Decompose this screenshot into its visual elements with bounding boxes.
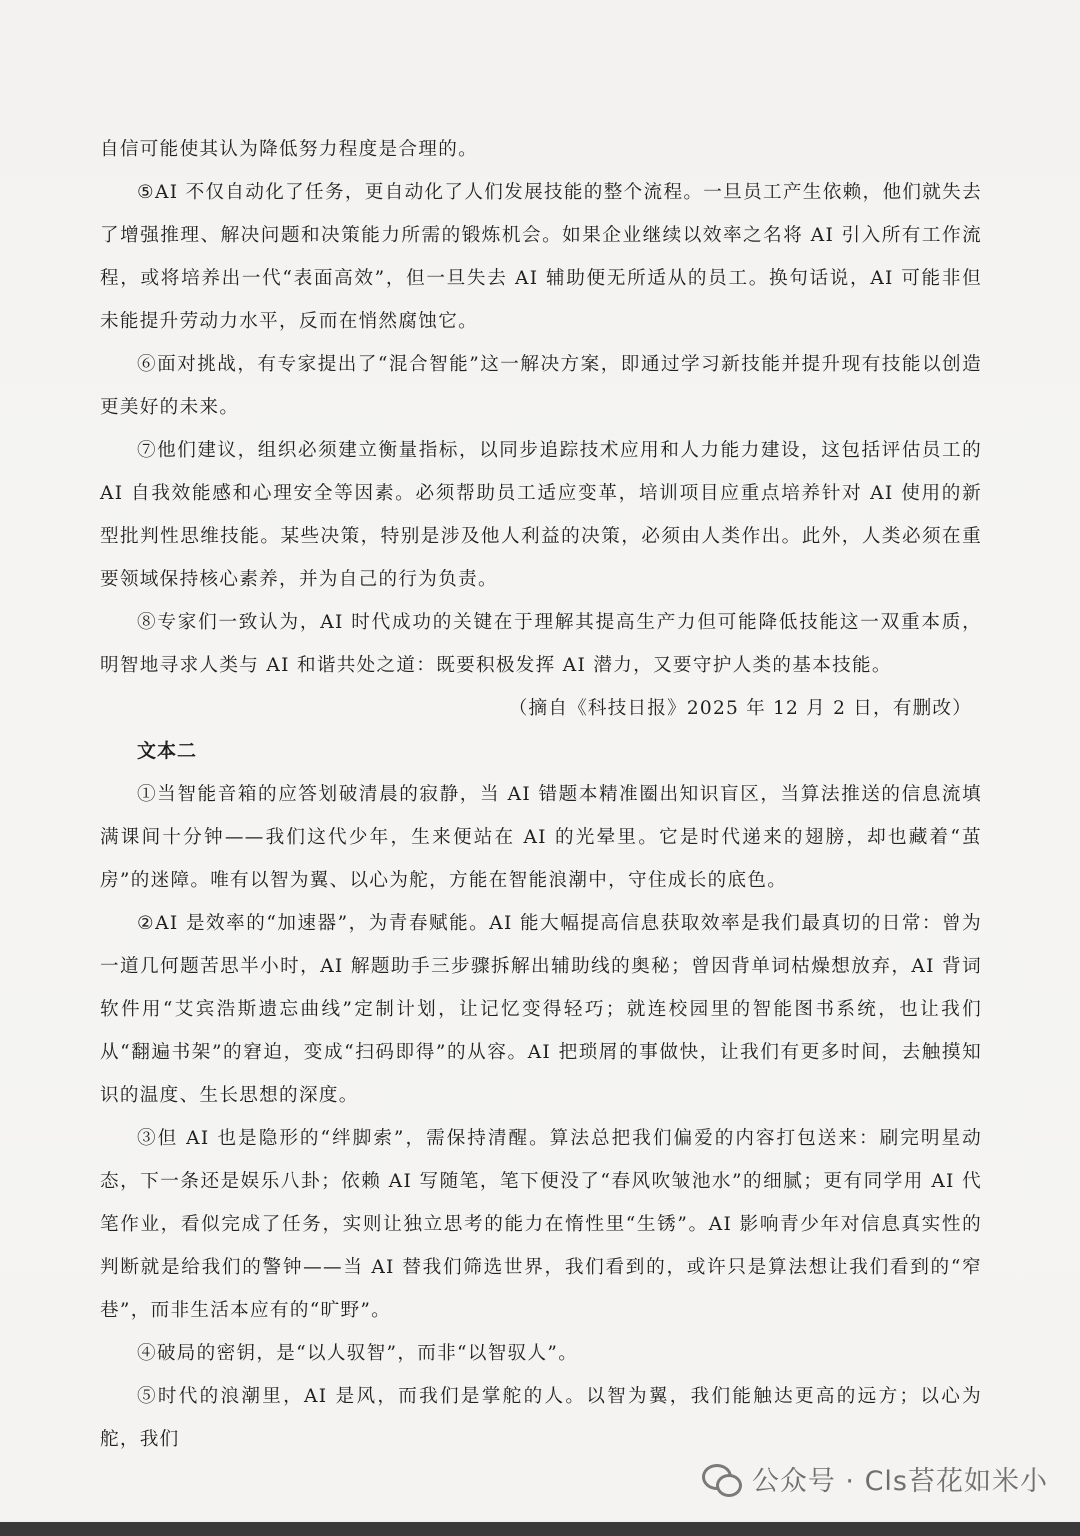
bottom-edge-bar — [0, 1522, 1080, 1536]
wechat-icon — [702, 1462, 742, 1496]
section-heading-text2: 文本二 — [137, 740, 198, 762]
paragraph-7: ⑦他们建议，组织必须建立衡量指标，以同步追踪技术应用和人力能力建设，这包括评估员工的 AI 自我效能感和心理安全等因素。必须帮助员工适应变革，培训项目应重点培养针对 AI 使用的新型批判性思维技能。某些决策，特别是涉及他人利益的决策，必须由人类作出。此外，人类必须在重要领域保持核心素养，并为自己的行为负责。 — [100, 440, 982, 590]
text2-paragraph-1: ①当智能音箱的应答划破清晨的寂静，当 AI 错题本精准圈出知识盲区，当算法推送的信息流填满课间十分钟——我们这代少年，生来便站在 AI 的光晕里。它是时代递来的翅膀，却也藏着“茧房”的迷障。唯有以智为翼、以心为舵，方能在智能浪潮中，守住成长的底色。 — [100, 784, 982, 891]
paragraph-continued: 自信可能使其认为降低努力程度是合理的。 — [100, 139, 478, 160]
document-body — [100, 128, 982, 1461]
paragraph-8: ⑧专家们一致认为，AI 时代成功的关键在于理解其提高生产力但可能降低技能这一双重本质，明智地寻求人类与 AI 和谐共处之道：既要积极发挥 AI 潜力，又要守护人类的基本技能。 — [100, 612, 982, 676]
source-citation: （摘自《科技日报》2025 年 12 月 2 日，有删改） — [508, 698, 972, 719]
paragraph-6: ⑥面对挑战，有专家提出了“混合智能”这一解决方案，即通过学习新技能并提升现有技能以创造更美好的未来。 — [100, 354, 982, 418]
watermark — [702, 1459, 1048, 1498]
text2-paragraph-3: ③但 AI 也是隐形的“绊脚索”，需保持清醒。算法总把我们偏爱的内容打包送来：刷完明星动态，下一条还是娱乐八卦；依赖 AI 写随笔，笔下便没了“春风吹皱池水”的细腻；更有同学用 AI 代笔作业，看似完成了任务，实则让独立思考的能力在惰性里“生锈”。AI 影响青少年对信息真实性的判断就是给我们的警钟——当 AI 替我们筛选世界，我们看到的，或许只是算法想让我们看到的“窄巷”，而非生活本应有的“旷野”。 — [100, 1128, 982, 1321]
paragraph-5: ⑤AI 不仅自动化了任务，更自动化了人们发展技能的整个流程。一旦员工产生依赖，他们就失去了增强推理、解决问题和决策能力所需的锻炼机会。如果企业继续以效率之名将 AI 引入所有工作流程，或将培养出一代“表面高效”，但一旦失去 AI 辅助便无所适从的员工。换句话说，AI 可能非但未能提升劳动力水平，反而在悄然腐蚀它。 — [100, 182, 982, 332]
text2-paragraph-2: ②AI 是效率的“加速器”，为青春赋能。AI 能大幅提高信息获取效率是我们最真切的日常：曾为一道几何题苦思半小时，AI 解题助手三步骤拆解出辅助线的奥秘；曾因背单词枯燥想放弃，AI 背词软件用“艾宾浩斯遗忘曲线”定制计划，让记忆变得轻巧；就连校园里的智能图书系统，也让我们从“翻遍书架”的窘迫，变成“扫码即得”的从容。AI 把琐屑的事做快，让我们有更多时间，去触摸知识的温度、生长思想的深度。 — [100, 913, 982, 1106]
text2-paragraph-5: ⑤时代的浪潮里，AI 是风，而我们是掌舵的人。以智为翼，我们能触达更高的远方；以心为舵，我们 — [100, 1386, 982, 1450]
text2-paragraph-4: ④破局的密钥，是“以人驭智”，而非“以智驭人”。 — [137, 1343, 579, 1364]
watermark-text: 公众号 · Cls苔花如米小 — [751, 1466, 1048, 1497]
